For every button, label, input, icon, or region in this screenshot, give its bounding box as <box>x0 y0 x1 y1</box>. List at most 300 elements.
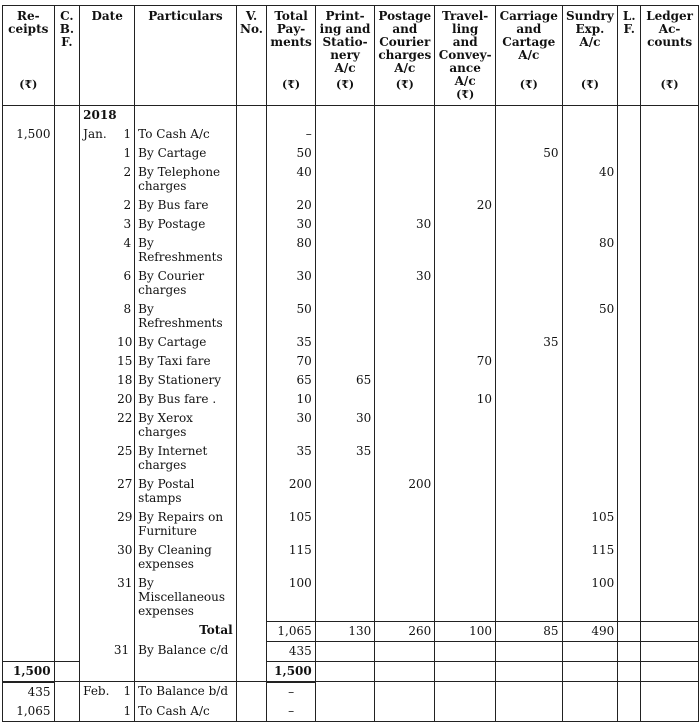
printing-cell <box>315 125 375 144</box>
date-cell <box>80 702 135 722</box>
carriage-cell: 50 <box>495 144 562 163</box>
receipts-cell <box>3 641 55 661</box>
date-day: 22 <box>117 411 133 425</box>
vno-cell <box>236 574 267 621</box>
sundry-cell <box>562 371 618 390</box>
receipts-cell <box>3 508 55 541</box>
vno-cell <box>236 196 267 215</box>
particulars-cell: By Postal stamps <box>135 475 237 508</box>
date-day: 2 <box>123 165 132 179</box>
particulars-cell <box>135 661 237 682</box>
grand-receipts-cell: 1,500 <box>3 661 55 682</box>
table-row <box>3 333 699 352</box>
cbf-cell <box>54 215 80 234</box>
total-row <box>3 621 699 641</box>
sundry-cell <box>562 661 618 682</box>
date-month <box>83 236 117 250</box>
printing-cell <box>315 641 375 661</box>
date-cell <box>80 621 135 641</box>
lf-cell <box>618 682 641 702</box>
table-row <box>3 300 699 333</box>
receipts-cell <box>3 196 55 215</box>
ledger-cell <box>641 442 699 475</box>
table-row <box>3 215 699 234</box>
total-cell: – <box>267 125 315 144</box>
vno-cell <box>236 682 267 702</box>
particulars-cell: By Bus fare . <box>135 390 237 409</box>
total-cell: 30 <box>267 215 315 234</box>
postage-cell <box>375 661 435 682</box>
lf-cell <box>618 475 641 508</box>
lf-cell <box>618 333 641 352</box>
particulars-cell: By Balance c/d <box>135 641 237 661</box>
vno-cell <box>236 702 267 722</box>
date-cell <box>80 333 135 352</box>
ledger-cell <box>641 234 699 267</box>
cbf-cell <box>54 641 80 661</box>
postage-cell <box>375 300 435 333</box>
col-total: Total Pay-ments (₹) <box>267 6 315 106</box>
printing-total-cell: 130 <box>315 621 375 641</box>
total-cell: 30 <box>267 267 315 300</box>
sundry-cell <box>562 702 618 722</box>
postage-cell <box>375 371 435 390</box>
vno-cell <box>236 267 267 300</box>
particulars-cell: By Courier charges <box>135 267 237 300</box>
col-travelling: Travel-ling and Convey-ance A/c (₹) <box>435 6 496 106</box>
postage-cell <box>375 333 435 352</box>
sundry-total-cell: 490 <box>562 621 618 641</box>
date-cell <box>80 682 135 702</box>
ledger-cell <box>641 390 699 409</box>
total-cell: 50 <box>267 144 315 163</box>
lf-cell <box>618 409 641 442</box>
travelling-cell <box>435 215 496 234</box>
carriage-cell <box>495 300 562 333</box>
sundry-cell: 100 <box>562 574 618 621</box>
carriage-cell <box>495 641 562 661</box>
date-cell <box>80 234 135 267</box>
ledger-cell <box>641 125 699 144</box>
date-month <box>83 269 117 283</box>
total-cell: 35 <box>267 442 315 475</box>
table-row <box>3 267 699 300</box>
col-cbf: C. B. F. <box>54 6 80 106</box>
date-month <box>83 444 117 458</box>
vno-cell <box>236 661 267 682</box>
date-cell <box>80 661 135 682</box>
carriage-cell <box>495 163 562 196</box>
date-cell <box>80 574 135 621</box>
carriage-cell: 35 <box>495 333 562 352</box>
travelling-cell <box>435 267 496 300</box>
travelling-cell <box>435 442 496 475</box>
lf-cell <box>618 508 641 541</box>
date-day: 10 <box>117 335 133 349</box>
sundry-cell <box>562 682 618 702</box>
date-cell <box>80 144 135 163</box>
printing-cell <box>315 682 375 702</box>
date-day: 3 <box>123 217 132 231</box>
total-cell: 20 <box>267 196 315 215</box>
date-cell <box>80 541 135 574</box>
printing-cell <box>315 390 375 409</box>
ledger-cell <box>641 682 699 702</box>
table-row <box>3 442 699 475</box>
date-month <box>83 198 117 212</box>
total-cell: 10 <box>267 390 315 409</box>
particulars-cell: To Cash A/c <box>135 125 237 144</box>
printing-cell <box>315 508 375 541</box>
ledger-cell <box>641 163 699 196</box>
date-day: 1 <box>123 127 132 141</box>
receipts-cell <box>3 215 55 234</box>
date-cell <box>80 475 135 508</box>
date-cell <box>80 125 135 144</box>
travelling-cell <box>435 144 496 163</box>
date-day: 31 <box>117 576 133 590</box>
vno-cell <box>236 144 267 163</box>
cbf-cell <box>54 508 80 541</box>
date-day: 27 <box>117 477 133 491</box>
particulars-cell: By Refreshments <box>135 234 237 267</box>
col-date: Date <box>80 6 135 106</box>
cbf-cell <box>54 196 80 215</box>
lf-cell <box>618 144 641 163</box>
travelling-cell <box>435 541 496 574</box>
ledger-cell <box>641 409 699 442</box>
cbf-cell <box>54 409 80 442</box>
postage-cell <box>375 163 435 196</box>
table-row <box>3 196 699 215</box>
particulars-cell: By Stationery <box>135 371 237 390</box>
ledger-cell <box>641 702 699 722</box>
particulars-cell: By Bus fare <box>135 196 237 215</box>
carriage-cell <box>495 682 562 702</box>
vno-cell <box>236 125 267 144</box>
receipts-cell <box>3 300 55 333</box>
travelling-cell <box>435 661 496 682</box>
particulars-cell: By Cartage <box>135 333 237 352</box>
carriage-cell <box>495 234 562 267</box>
cbf-cell <box>54 661 80 682</box>
col-particulars: Particulars <box>135 6 237 106</box>
lf-cell <box>618 661 641 682</box>
carriage-cell <box>495 661 562 682</box>
vno-cell <box>236 333 267 352</box>
total-label: Total <box>135 621 237 641</box>
printing-cell <box>315 702 375 722</box>
date-day: 2 <box>123 198 132 212</box>
lf-cell <box>618 267 641 300</box>
col-carriage: Carriage and Cartage A/c (₹) <box>495 6 562 106</box>
lf-cell <box>618 574 641 621</box>
ledger-cell <box>641 300 699 333</box>
travelling-cell <box>435 574 496 621</box>
grand-total-row <box>3 661 699 682</box>
receipts-cell <box>3 371 55 390</box>
date-month <box>83 576 117 590</box>
table-row <box>3 144 699 163</box>
date-month <box>83 477 117 491</box>
particulars-cell: By Cleaning expenses <box>135 541 237 574</box>
vno-cell <box>236 234 267 267</box>
carriage-total-cell: 85 <box>495 621 562 641</box>
receipts-cell <box>3 390 55 409</box>
table-row <box>3 390 699 409</box>
ledger-cell <box>641 333 699 352</box>
date-day: 1 <box>123 146 132 160</box>
cbf-cell <box>54 702 80 722</box>
table-row <box>3 409 699 442</box>
date-day: 18 <box>117 373 133 387</box>
ledger-cell <box>641 267 699 300</box>
receipts-cell <box>3 541 55 574</box>
date-cell <box>80 163 135 196</box>
printing-cell <box>315 352 375 371</box>
ledger-cell <box>641 621 699 641</box>
ledger-cell <box>641 641 699 661</box>
table-row <box>3 352 699 371</box>
receipts-cell: 435 <box>3 682 55 702</box>
carriage-cell <box>495 215 562 234</box>
total-cell: 50 <box>267 300 315 333</box>
date-day: 8 <box>123 302 132 316</box>
lf-cell <box>618 196 641 215</box>
receipts-cell <box>3 144 55 163</box>
date-cell: 31 <box>80 641 135 661</box>
lf-cell <box>618 442 641 475</box>
table-row <box>3 508 699 541</box>
date-month: Feb. <box>83 684 110 698</box>
total-cell: 65 <box>267 371 315 390</box>
date-month <box>83 392 117 406</box>
printing-cell <box>315 541 375 574</box>
sundry-cell: 40 <box>562 163 618 196</box>
cbf-cell <box>54 267 80 300</box>
carriage-cell <box>495 267 562 300</box>
printing-cell <box>315 163 375 196</box>
postage-cell <box>375 125 435 144</box>
particulars-cell: By Telephone charges <box>135 163 237 196</box>
particulars-cell: By Refreshments <box>135 300 237 333</box>
particulars-cell: By Internet charges <box>135 442 237 475</box>
sundry-cell: 80 <box>562 234 618 267</box>
travelling-cell <box>435 125 496 144</box>
particulars-cell: By Xerox charges <box>135 409 237 442</box>
vno-cell <box>236 442 267 475</box>
sundry-cell <box>562 475 618 508</box>
receipts-cell <box>3 442 55 475</box>
cbf-cell <box>54 371 80 390</box>
col-receipts: Re-ceipts (₹) <box>3 6 55 106</box>
total-cell: 35 <box>267 333 315 352</box>
table-row <box>3 371 699 390</box>
cbf-cell <box>54 352 80 371</box>
total-cell: 100 <box>267 574 315 621</box>
date-day: 20 <box>117 392 133 406</box>
total-cell: 40 <box>267 163 315 196</box>
postage-cell <box>375 234 435 267</box>
vno-cell <box>236 475 267 508</box>
postage-cell <box>375 702 435 722</box>
lf-cell <box>618 300 641 333</box>
table-row <box>3 163 699 196</box>
sundry-cell <box>562 442 618 475</box>
ledger-cell <box>641 508 699 541</box>
printing-cell: 30 <box>315 409 375 442</box>
lf-cell <box>618 371 641 390</box>
carriage-cell <box>495 442 562 475</box>
travelling-cell <box>435 702 496 722</box>
receipts-cell <box>3 475 55 508</box>
postage-cell <box>375 409 435 442</box>
ledger-body <box>3 106 699 722</box>
carriage-cell <box>495 409 562 442</box>
postage-cell <box>375 641 435 661</box>
table-row <box>3 574 699 621</box>
sundry-cell <box>562 333 618 352</box>
postage-total-cell: 260 <box>375 621 435 641</box>
date-month: Jan. <box>83 127 107 141</box>
printing-cell <box>315 196 375 215</box>
table-row <box>3 125 699 144</box>
vno-cell <box>236 390 267 409</box>
col-sundry: Sundry Exp. A/c (₹) <box>562 6 618 106</box>
postage-cell <box>375 682 435 702</box>
sundry-cell <box>562 215 618 234</box>
postage-cell: 30 <box>375 215 435 234</box>
printing-cell: 35 <box>315 442 375 475</box>
sundry-cell: 50 <box>562 300 618 333</box>
cbf-cell <box>54 541 80 574</box>
vno-cell <box>236 163 267 196</box>
receipts-cell <box>3 333 55 352</box>
date-month <box>83 411 117 425</box>
date-day: 30 <box>117 543 133 557</box>
particulars-cell: By Repairs on Furniture <box>135 508 237 541</box>
postage-cell <box>375 144 435 163</box>
travelling-cell <box>435 300 496 333</box>
date-day: 6 <box>123 269 132 283</box>
vno-cell <box>236 300 267 333</box>
date-day: 4 <box>123 236 132 250</box>
total-cell: 30 <box>267 409 315 442</box>
postage-cell <box>375 352 435 371</box>
ledger-cell <box>641 661 699 682</box>
lf-cell <box>618 352 641 371</box>
carriage-cell <box>495 125 562 144</box>
vno-cell <box>236 352 267 371</box>
table-row <box>3 475 699 508</box>
cbf-cell <box>54 390 80 409</box>
vno-cell <box>236 215 267 234</box>
particulars-cell: By Miscellaneous expenses <box>135 574 237 621</box>
vno-cell <box>236 508 267 541</box>
vno-cell <box>236 621 267 641</box>
postage-cell <box>375 541 435 574</box>
total-cell: – <box>267 682 315 702</box>
sundry-cell <box>562 352 618 371</box>
date-cell <box>80 390 135 409</box>
total-cell: 115 <box>267 541 315 574</box>
date-month <box>83 335 117 349</box>
date-month <box>83 373 117 387</box>
year-label: 2018 <box>80 106 135 126</box>
date-month <box>83 704 117 718</box>
total-cell: 105 <box>267 508 315 541</box>
travelling-cell <box>435 475 496 508</box>
date-month <box>83 146 117 160</box>
ledger-cell <box>641 574 699 621</box>
receipts-cell <box>3 621 55 641</box>
sundry-cell <box>562 641 618 661</box>
table-row <box>3 541 699 574</box>
date-cell <box>80 300 135 333</box>
printing-cell <box>315 267 375 300</box>
cbf-cell <box>54 621 80 641</box>
carriage-cell <box>495 390 562 409</box>
sundry-cell <box>562 409 618 442</box>
receipts-cell: 1,500 <box>3 125 55 144</box>
particulars-cell: By Postage <box>135 215 237 234</box>
printing-cell <box>315 333 375 352</box>
receipts-cell <box>3 234 55 267</box>
travelling-cell <box>435 508 496 541</box>
cbf-cell <box>54 144 80 163</box>
lf-cell <box>618 163 641 196</box>
sundry-cell <box>562 125 618 144</box>
col-printing: Print-ing and Statio-nery A/c (₹) <box>315 6 375 106</box>
vno-cell <box>236 371 267 390</box>
ledger-cell <box>641 371 699 390</box>
lf-cell <box>618 234 641 267</box>
cbf-cell <box>54 125 80 144</box>
carriage-cell <box>495 352 562 371</box>
table-row <box>3 702 699 722</box>
postage-cell <box>375 508 435 541</box>
cbf-cell <box>54 300 80 333</box>
date-month <box>83 217 117 231</box>
ledger-cell <box>641 196 699 215</box>
printing-cell <box>315 234 375 267</box>
travelling-cell <box>435 234 496 267</box>
postage-cell <box>375 442 435 475</box>
date-day: 1 <box>123 703 132 718</box>
total-total-cell: 1,065 <box>267 621 315 641</box>
postage-cell: 30 <box>375 267 435 300</box>
cbf-cell <box>54 682 80 702</box>
travelling-cell: 10 <box>435 390 496 409</box>
carriage-cell <box>495 702 562 722</box>
particulars-cell: By Taxi fare <box>135 352 237 371</box>
col-ledger: Ledger Ac-counts (₹) <box>641 6 699 106</box>
travelling-total-cell: 100 <box>435 621 496 641</box>
date-day: 29 <box>117 510 133 524</box>
lf-cell <box>618 702 641 722</box>
postage-cell: 200 <box>375 475 435 508</box>
lf-cell <box>618 215 641 234</box>
date-cell <box>80 352 135 371</box>
date-day: 25 <box>117 444 133 458</box>
date-cell <box>80 215 135 234</box>
travelling-cell <box>435 682 496 702</box>
date-day: 1 <box>123 684 132 698</box>
printing-cell <box>315 144 375 163</box>
date-month <box>83 302 117 316</box>
date-cell <box>80 508 135 541</box>
receipts-cell <box>3 409 55 442</box>
